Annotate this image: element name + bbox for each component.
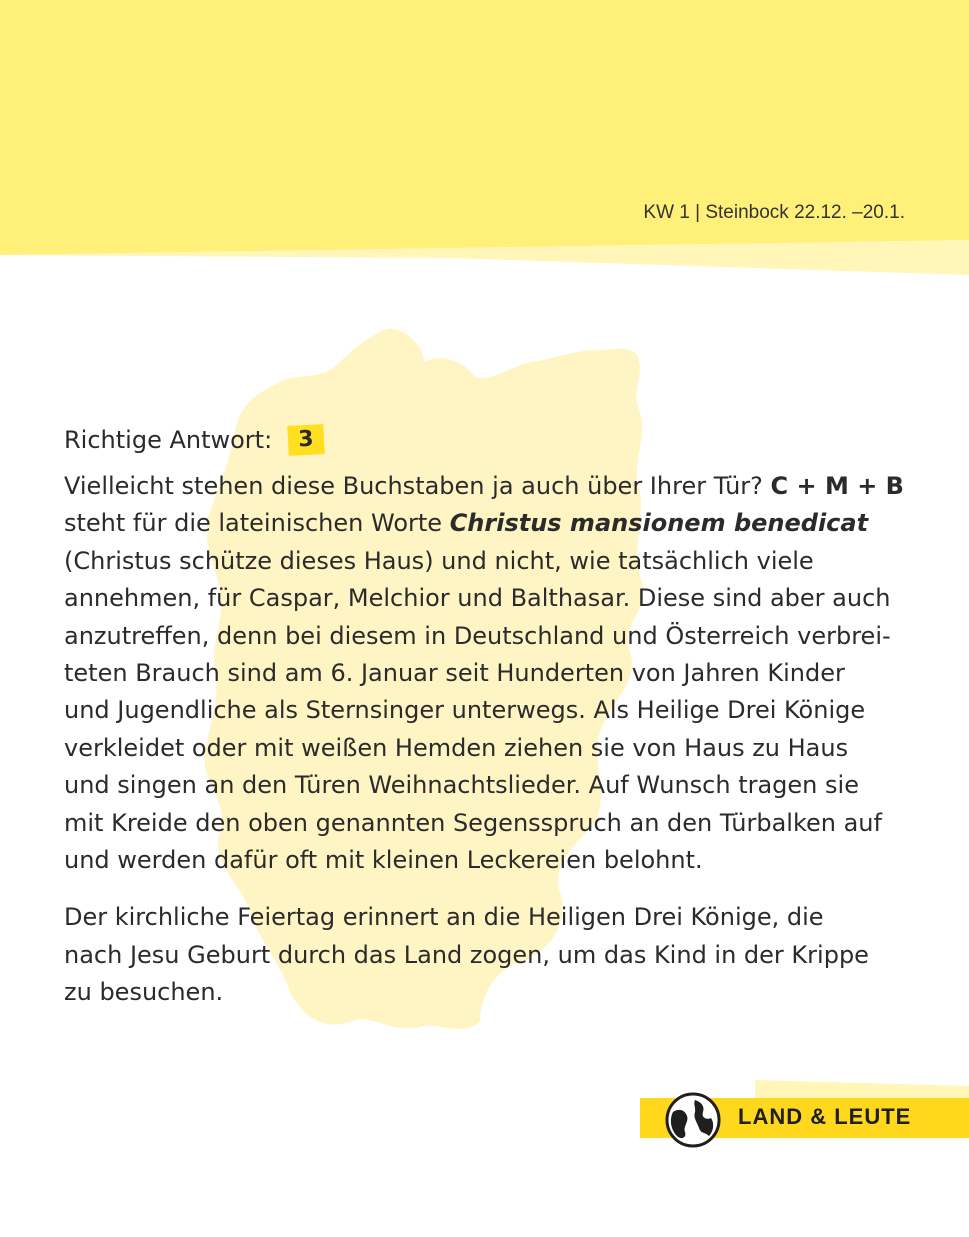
paragraph-line: und singen an den Türen Weihnachtslieder. Auf Wunsch tragen sie: [64, 771, 859, 800]
paragraph-line: nach Jesu Geburt durch das Land zogen, um das Kind in der Krippe: [64, 940, 869, 969]
paragraph-line: mit Kreide den oben genannten Segensspruch an den Türbalken auf: [64, 808, 882, 837]
paragraph-2: [64, 899, 914, 1011]
answer-value-badge: 3: [287, 424, 325, 456]
paragraph-line: verkleidet oder mit weißen Hemden ziehen sie von Haus zu Haus: [64, 733, 849, 762]
paragraph-line: Der kirchliche Feiertag erinnert an die Heiligen Drei Könige, die: [64, 903, 824, 932]
paragraph-line: teten Brauch sind am 6. Januar seit Hunderten von Jahren Kinder: [64, 659, 845, 688]
globe-icon: [665, 1092, 721, 1148]
category-label: LAND & LEUTE: [738, 1104, 912, 1129]
text: Vielleicht stehen diese Buchstaben ja auch über Ihrer Tür?: [64, 472, 771, 500]
answer-row: [64, 422, 914, 458]
paragraph-line: [64, 468, 914, 505]
paragraph-line: annehmen, für Caspar, Melchior und Balthasar. Diese sind aber auch: [64, 584, 891, 613]
page-meta: KW 1 | Steinbock 22.12. –20.1.: [643, 202, 905, 223]
paragraph-line: und Jugendliche als Sternsinger unterwegs. Als Heilige Drei Könige: [64, 696, 866, 725]
paragraph-line: (Christus schütze dieses Haus) und nicht, wie tatsächlich viele: [64, 546, 814, 575]
paragraph-line: zu besuchen.: [64, 978, 224, 1007]
answer-label: Richtige Antwort:: [64, 426, 273, 454]
answer-content: [64, 422, 914, 1012]
bold-text: C + M + B: [770, 472, 904, 500]
paragraph-line: [64, 505, 914, 542]
bold-italic-text: Christus mansionem benedicat: [449, 509, 869, 538]
paragraph-1: [64, 468, 914, 879]
text: steht für die lateinischen Worte: [64, 509, 450, 538]
header-band: [0, 0, 969, 290]
paragraph-line: anzutreffen, denn bei diesem in Deutschland und Österreich verbrei-: [64, 621, 891, 650]
paragraph-line: und werden dafür oft mit kleinen Leckereien belohnt.: [64, 846, 703, 875]
